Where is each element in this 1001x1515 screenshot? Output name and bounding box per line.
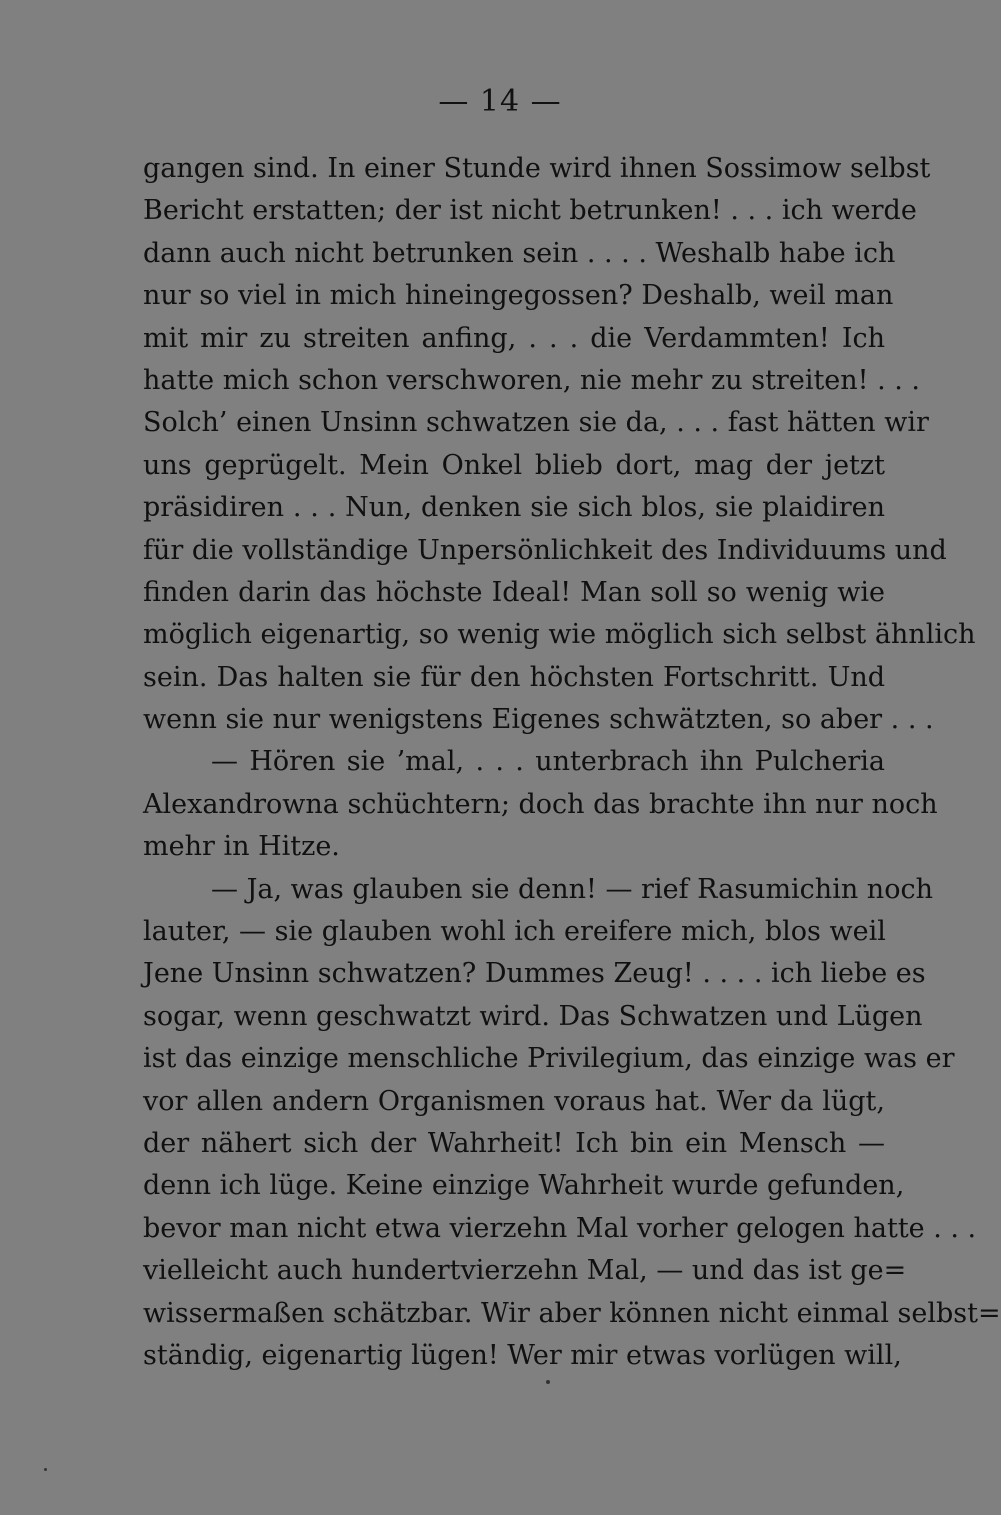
text-line-8: uns geprügelt. Mein Onkel blieb dort, mag der jetzt — [143, 449, 885, 481]
text-line-29: ständig, eigenartig lügen! Wer mir etwas vorlügen will, — [143, 1339, 902, 1371]
text-line-7: Solch’ einen Unsinn schwatzen sie da, . . . fast hätten wir — [143, 407, 929, 439]
text-line-5: mit mir zu streiten anfing, . . . die Verdammten! Ich — [143, 322, 885, 354]
text-line-3: dann auch nicht betrunken sein . . . . Weshalb habe ich — [143, 237, 896, 269]
text-line-4: nur so viel in mich hineingegossen? Deshalb, weil man — [143, 280, 894, 312]
text-line-18: — Ja, was glauben sie denn! — rief Rasumichin noch — [211, 873, 933, 905]
text-line-10: für die vollständige Unpersönlichkeit des Individuums und — [143, 534, 947, 566]
text-line-2: Bericht erstatten; der ist nicht betrunken! . . . ich werde — [143, 195, 917, 227]
text-line-28: wissermaßen schätzbar. Wir aber können nicht einmal selbst= — [143, 1297, 1001, 1329]
text-line-16: Alexandrowna schüchtern; doch das brachte ihn nur noch — [143, 788, 938, 820]
text-line-12: möglich eigenartig, so wenig wie möglich sich selbst ähnlich — [143, 619, 976, 651]
text-line-21: sogar, wenn geschwatzt wird. Das Schwatzen und Lügen — [143, 1000, 923, 1032]
text-line-24: der nähert sich der Wahrheit! Ich bin ein Mensch — — [143, 1127, 885, 1159]
text-line-19: lauter, — sie glauben wohl ich ereifere mich, blos weil — [143, 916, 886, 948]
text-line-9: präsidiren . . . Nun, denken sie sich blos, sie plaidiren — [143, 492, 885, 524]
text-line-13: sein. Das halten sie für den höchsten Fortschritt. Und — [143, 661, 885, 693]
text-line-22: ist das einzige menschliche Privilegium, das einzige was er — [143, 1043, 955, 1075]
text-line-15: — Hören sie ’mal, . . . unterbrach ihn Pulcheria — [211, 746, 885, 778]
text-line-6: hatte mich schon verschworen, nie mehr zu streiten! . . . — [143, 364, 921, 396]
text-line-14: wenn sie nur wenigstens Eigenes schwätzten, so aber . . . — [143, 704, 934, 736]
text-line-11: finden darin das höchste Ideal! Man soll so wenig wie — [143, 576, 885, 608]
text-line-17: mehr in Hitze. — [143, 831, 340, 863]
text-line-27: vielleicht auch hundertvierzehn Mal, — und das ist ge= — [143, 1255, 907, 1287]
text-line-1: gangen sind. In einer Stunde wird ihnen Sossimow selbst — [143, 153, 931, 184]
text-line-26: bevor man nicht etwa vierzehn Mal vorher gelogen hatte . . . — [143, 1212, 977, 1244]
print-speck — [546, 1380, 550, 1384]
text-line-20: Jene Unsinn schwatzen? Dummes Zeug! . . . . ich liebe es — [143, 958, 926, 990]
text-line-23: vor allen andern Organismen voraus hat. Wer da lügt, — [143, 1085, 885, 1117]
page-number: — 14 — — [438, 84, 562, 119]
print-speck — [44, 1468, 47, 1471]
text-line-25: denn ich lüge. Keine einzige Wahrheit wurde gefunden, — [143, 1170, 905, 1202]
body-text — [143, 148, 1001, 1377]
